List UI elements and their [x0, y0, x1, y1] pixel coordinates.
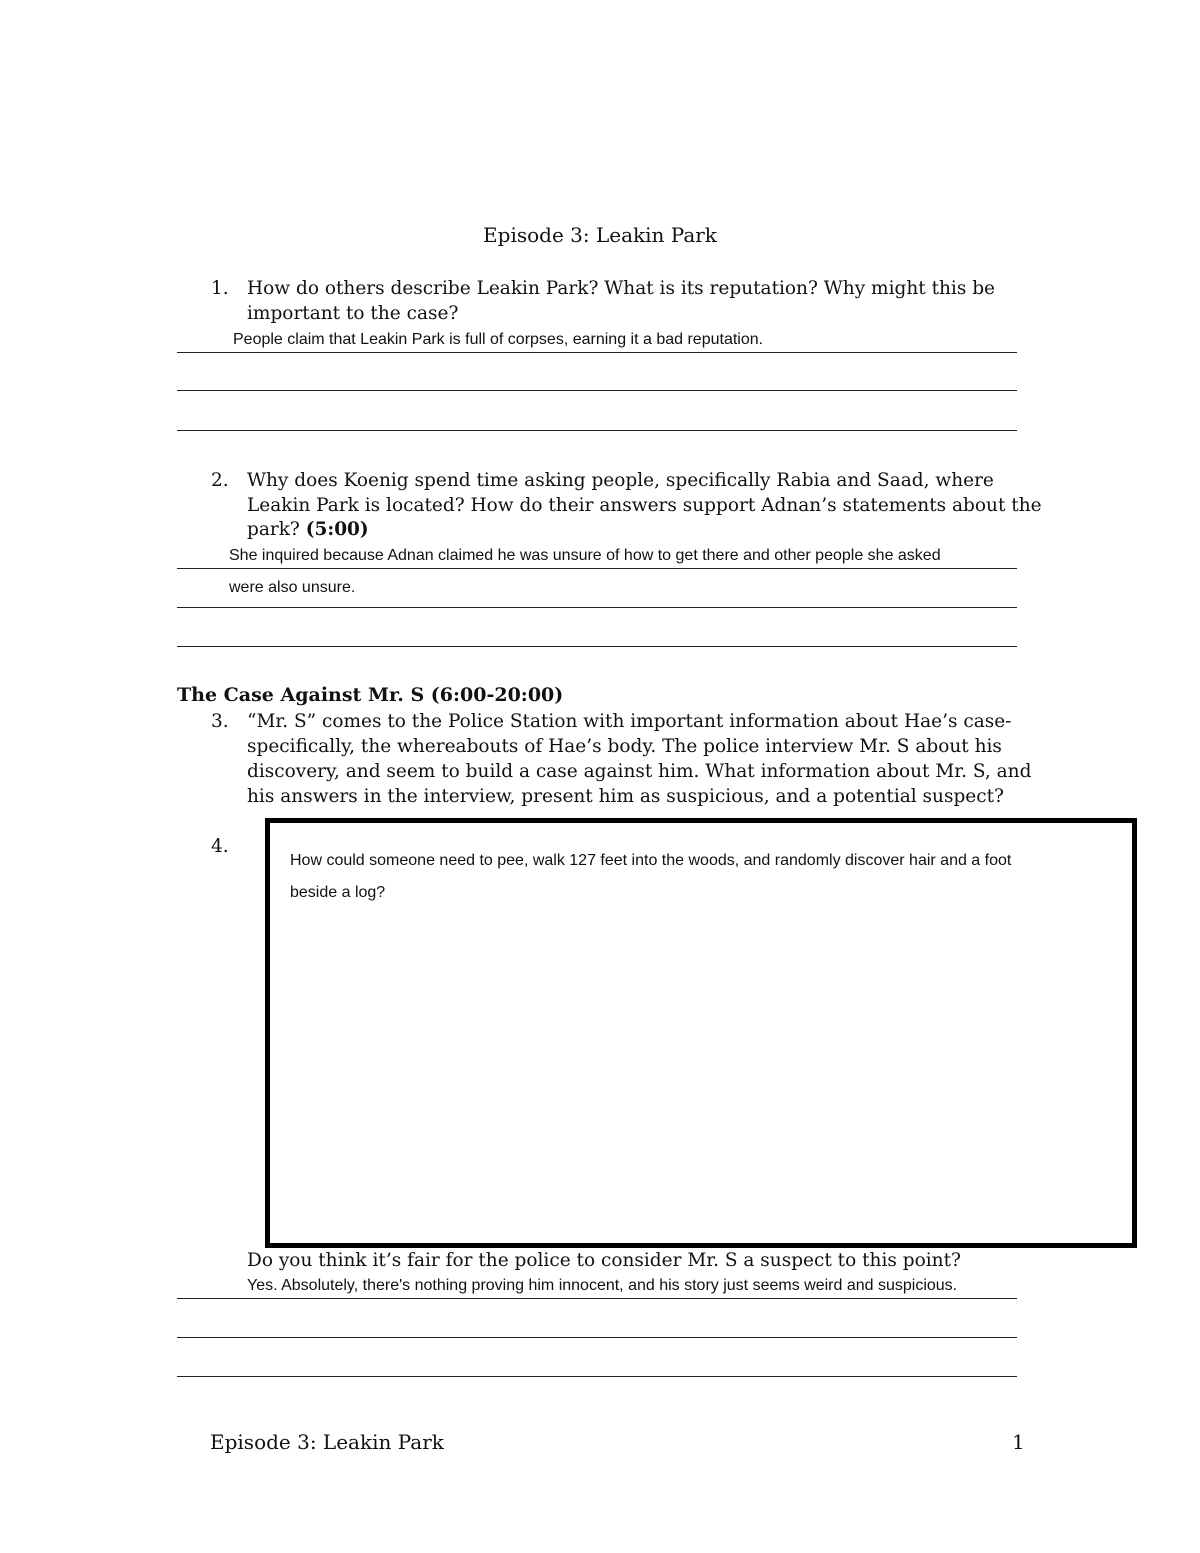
- question-2-line-1: Why does Koenig spend time asking people, specifically Rabia and Saad, where: [247, 470, 994, 491]
- text-box-line-1[interactable]: How could someone need to pee, walk 127 feet into the woods, and randomly discover hair and a foot: [290, 852, 1012, 869]
- question-1-number: 1.: [211, 278, 229, 299]
- question-2-line-3: [247, 517, 369, 542]
- question-4-number: 4.: [211, 836, 229, 857]
- answer-line: [177, 1298, 1017, 1299]
- question-4-prompt: Do you think it’s fair for the police to consider Mr. S a suspect to this point?: [247, 1250, 961, 1271]
- answer-line: [177, 607, 1017, 608]
- answer-text-box[interactable]: [265, 818, 1137, 1248]
- page-number: 1: [1012, 1430, 1025, 1454]
- section-heading: The Case Against Mr. S (6:00-20:00): [177, 684, 564, 706]
- question-3-line-4: his answers in the interview, present him as suspicious, and a potential suspect?: [247, 786, 1004, 807]
- question-2-line-3-text: park?: [247, 519, 306, 540]
- question-3-line-2: specifically, the whereabouts of Hae’s body. The police interview Mr. S about his: [247, 736, 1002, 757]
- question-3-line-1: “Mr. S” comes to the Police Station with important information about Hae’s case-: [247, 711, 1012, 732]
- question-1-line-1: How do others describe Leakin Park? What is its reputation? Why might this be: [247, 278, 995, 299]
- answer-line: [177, 390, 1017, 391]
- question-2-line-2: Leakin Park is located? How do their answers support Adnan’s statements about the: [247, 495, 1042, 516]
- answer-line: [177, 1337, 1017, 1338]
- text-box-line-2[interactable]: beside a log?: [290, 884, 386, 901]
- question-3-number: 3.: [211, 711, 229, 732]
- question-1-line-2: important to the case?: [247, 303, 459, 324]
- question-3-line-3: discovery, and seem to build a case against him. What information about Mr. S, and: [247, 761, 1032, 782]
- answer-line: [177, 646, 1017, 647]
- question-1-answer[interactable]: People claim that Leakin Park is full of corpses, earning it a bad reputation.: [233, 331, 764, 348]
- answer-line: [177, 430, 1017, 431]
- answer-line: [177, 352, 1017, 353]
- question-2-answer-line-2[interactable]: were also unsure.: [229, 579, 356, 596]
- question-4-answer[interactable]: Yes. Absolutely, there's nothing proving him innocent, and his story just seems weird and suspicious.: [247, 1277, 958, 1294]
- question-2-answer-line-1[interactable]: She inquired because Adnan claimed he was unsure of how to get there and other people she asked: [229, 547, 941, 564]
- page-title: Episode 3: Leakin Park: [483, 223, 717, 247]
- answer-line: [177, 568, 1017, 569]
- answer-line: [177, 1376, 1017, 1377]
- question-2-timestamp: (5:00): [305, 519, 369, 540]
- question-2-number: 2.: [211, 470, 229, 491]
- footer-title: Episode 3: Leakin Park: [210, 1430, 444, 1454]
